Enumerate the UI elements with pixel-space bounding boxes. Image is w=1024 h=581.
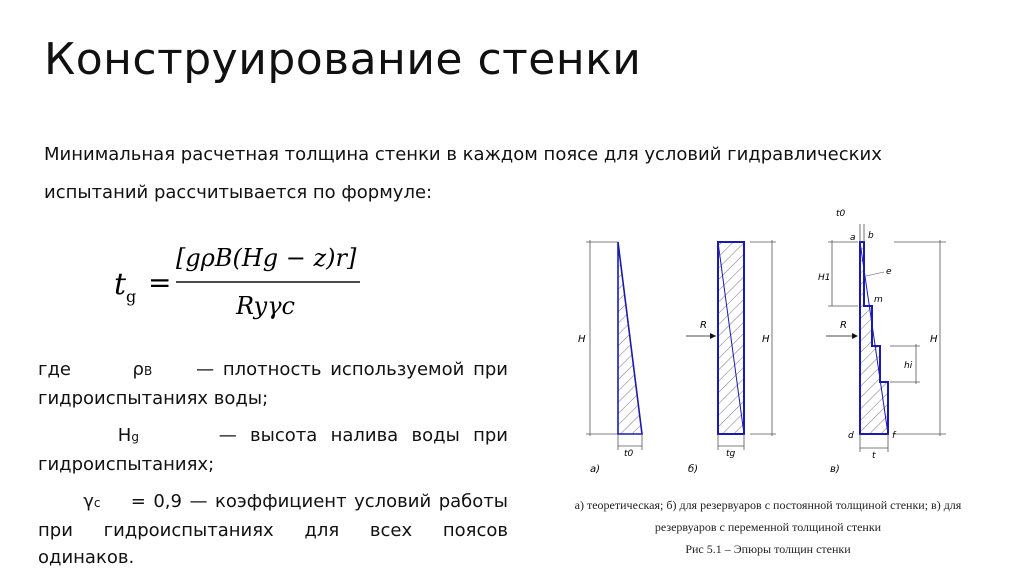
label-R: R <box>700 320 707 331</box>
caption-title: Рис 5.1 – Эпюры толщин стенки <box>685 542 851 556</box>
diagram-b <box>686 240 776 475</box>
label-R: R <box>840 320 847 331</box>
label-H1: H1 <box>818 273 831 283</box>
label-d-point: d <box>848 431 854 441</box>
label-tg: tg <box>726 449 736 459</box>
formula-numerator: [gρВ(Hg − z)r] <box>176 244 357 272</box>
legend-text: — высота налива воды при гидроиспытаниях; <box>38 425 508 475</box>
legend-symbol: H <box>117 425 132 446</box>
legend-text: = 0,9 — коэффициент условий работы при гидроиспытаниях для всех поясов одинаков. <box>38 491 508 568</box>
legend-symbol: γ <box>83 491 94 512</box>
diagram-c <box>818 209 946 475</box>
label-t0: t0 <box>624 449 634 459</box>
legend <box>38 356 508 581</box>
formula-lhs-sub: g <box>126 287 137 306</box>
label-t: t <box>872 451 876 461</box>
label-H: H <box>930 334 938 345</box>
legend-sub: с <box>93 496 101 510</box>
legend-pre: где <box>38 359 71 380</box>
legend-sub: g <box>131 430 139 444</box>
legend-item-density <box>38 356 508 412</box>
legend-text: — плотность используемой при гидроиспытаниях воды; <box>38 359 508 409</box>
label-t0: t0 <box>836 209 846 219</box>
formula-lhs: t <box>114 267 127 302</box>
caption-line-2: резервуаров с переменной толщиной стенки <box>654 520 882 534</box>
label-b: б) <box>688 464 699 475</box>
legend-item-height <box>38 422 508 478</box>
label-a-point: a <box>850 233 856 243</box>
label-hi: hi <box>904 361 913 371</box>
legend-symbol: ρ <box>132 359 144 380</box>
label-c: в) <box>830 464 840 475</box>
legend-sub: В <box>143 364 153 378</box>
formula-equals: = <box>148 266 172 299</box>
page-title: Конструирование стенки <box>44 34 642 85</box>
label-H: H <box>762 334 770 345</box>
formula-denominator: Ryγc <box>236 292 295 320</box>
label-a: а) <box>590 464 601 475</box>
label-H: H <box>578 334 586 345</box>
label-b-point: b <box>868 231 874 241</box>
wall-thickness-diagram <box>560 200 1000 480</box>
label-m-point: m <box>874 295 883 305</box>
legend-item-coefficient <box>38 488 508 571</box>
diagram-a <box>578 240 642 475</box>
intro-text: Минимальная расчетная толщина стенки в каждом поясе для условий гидравлических испытаний рассчитывается по формуле: <box>44 144 882 203</box>
figure-caption <box>548 494 988 560</box>
label-f-point: f <box>892 431 896 441</box>
caption-line-1: а) теоретическая; б) для резервуаров с постоянной толщиной стенки; в) для <box>574 498 962 512</box>
formula <box>110 230 380 330</box>
label-e-point: e <box>886 267 892 277</box>
